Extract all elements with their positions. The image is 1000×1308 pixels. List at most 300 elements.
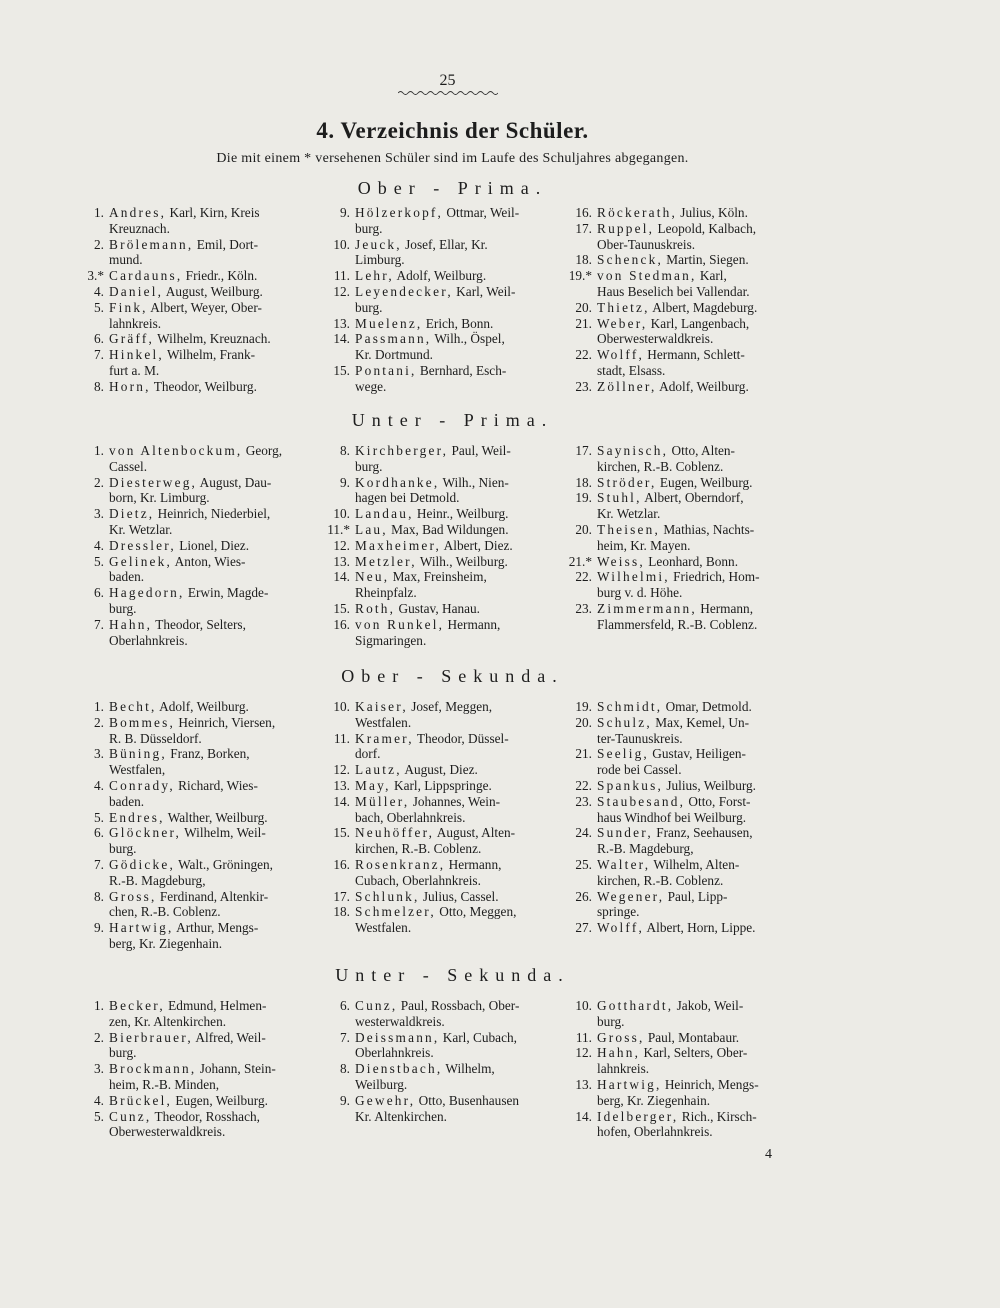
student-surname: Bierbrauer, xyxy=(109,1029,193,1045)
student-number: 19. xyxy=(575,699,592,714)
student-number: 13. xyxy=(333,553,350,569)
student-entry xyxy=(323,1061,558,1093)
student-info: Emil, Dort- xyxy=(193,236,259,252)
student-info-continued: mund. xyxy=(109,252,143,268)
student-details xyxy=(355,538,558,554)
student-number: 23. xyxy=(575,378,592,394)
student-details xyxy=(109,268,312,284)
student-surname: Thietz, xyxy=(597,299,650,315)
student-number: 9. xyxy=(340,474,350,490)
student-entry xyxy=(565,746,800,778)
student-details xyxy=(109,538,312,554)
student-number: 5. xyxy=(94,553,104,569)
student-info-continued: Oberlahnkreis. xyxy=(109,632,188,648)
student-surname: Zöllner, xyxy=(597,378,657,394)
student-details xyxy=(109,205,312,237)
student-entry xyxy=(77,506,312,538)
student-number: 17. xyxy=(575,220,592,236)
student-surname: Brückel, xyxy=(109,1092,173,1108)
student-info: Martin, Siegen. xyxy=(662,252,749,268)
student-info-continued: ter-Taunuskreis. xyxy=(597,730,683,746)
student-entry xyxy=(77,205,312,237)
student-info: Theodor, Weilburg. xyxy=(150,378,257,394)
student-info-continued: burg. xyxy=(109,1045,137,1061)
student-surname: Gross, xyxy=(109,888,157,904)
student-info: Wilhelm, Frank- xyxy=(163,347,256,363)
student-details xyxy=(109,300,312,332)
student-number: 6. xyxy=(340,998,350,1013)
student-number: 8. xyxy=(340,1061,350,1077)
student-info: Alfred, Weil- xyxy=(192,1029,266,1045)
student-entry xyxy=(323,522,558,538)
student-entry xyxy=(77,443,312,475)
student-info-continued: lahnkreis. xyxy=(597,1061,650,1077)
student-details xyxy=(109,331,312,347)
student-number: 22. xyxy=(575,347,592,363)
student-entry xyxy=(77,810,312,826)
student-surname: Staubesand, xyxy=(597,793,686,809)
student-details xyxy=(355,794,558,826)
student-details xyxy=(597,569,800,601)
student-info: Albert, Weyer, Ober- xyxy=(147,299,262,315)
student-info: Gustav, Hanau. xyxy=(395,600,480,616)
student-details xyxy=(109,889,312,921)
student-info-continued: Cubach, Oberlahnkreis. xyxy=(355,872,481,888)
student-details xyxy=(109,347,312,379)
student-entry xyxy=(565,601,800,633)
student-info-continued: bach, Oberlahnkreis. xyxy=(355,809,466,825)
student-details xyxy=(355,331,558,363)
student-entry xyxy=(77,585,312,617)
student-surname: Wolff, xyxy=(597,347,644,363)
student-entry xyxy=(565,522,800,554)
student-surname: Sunder, xyxy=(597,825,653,841)
student-entry xyxy=(323,205,558,237)
student-surname: Schulz, xyxy=(597,714,652,730)
student-info: Heinrich, Mengs- xyxy=(661,1076,759,1092)
student-entry xyxy=(323,794,558,826)
student-surname: Zimmermann, xyxy=(597,600,697,616)
student-info-continued: Kr. Altenkirchen. xyxy=(355,1108,447,1124)
student-info: Otto, Meggen, xyxy=(435,904,517,920)
student-info-continued: Oberlahnkreis. xyxy=(355,1045,434,1061)
student-info-continued: heim, Kr. Mayen. xyxy=(597,537,691,553)
student-info: Hermann, xyxy=(444,616,501,632)
student-details xyxy=(355,475,558,507)
student-info: Adolf, Weilburg. xyxy=(656,378,749,394)
student-surname: Kordhanke, xyxy=(355,474,440,490)
student-column xyxy=(77,699,312,952)
student-details xyxy=(355,1061,558,1093)
student-number: 4. xyxy=(94,1092,104,1108)
student-details xyxy=(109,554,312,586)
student-entry xyxy=(323,331,558,363)
student-info: Karl, Selters, Ober- xyxy=(640,1045,748,1061)
student-number: 13. xyxy=(333,777,350,793)
student-entry xyxy=(565,1045,800,1077)
student-entry xyxy=(77,554,312,586)
student-entry xyxy=(323,538,558,554)
student-column xyxy=(565,699,800,936)
student-info: Heinrich, Niederbiel, xyxy=(154,506,271,522)
student-info: Friedrich, Hom- xyxy=(669,569,760,585)
student-info-continued: furt a. M. xyxy=(109,362,160,378)
student-entry xyxy=(323,363,558,395)
student-number: 2. xyxy=(94,714,104,730)
student-details xyxy=(109,810,312,826)
student-info: Karl, xyxy=(696,268,727,284)
student-info: Edmund, Helmen- xyxy=(164,998,267,1013)
student-number: 13. xyxy=(333,315,350,331)
student-info: Hermann, xyxy=(445,856,502,872)
student-surname: Pontani, xyxy=(355,362,417,378)
student-info: Theodor, Selters, xyxy=(152,616,246,632)
student-column xyxy=(565,205,800,395)
student-details xyxy=(355,205,558,237)
student-info-continued: Kr. Wetzlar. xyxy=(109,521,173,537)
student-info: Eugen, Weilburg. xyxy=(172,1092,268,1108)
student-surname: Cardauns, xyxy=(109,268,183,284)
student-entry xyxy=(323,1030,558,1062)
student-info: Paul, Rossbach, Ober- xyxy=(397,998,520,1013)
student-info: Max, Bad Wildungen. xyxy=(387,521,509,537)
student-details xyxy=(597,998,800,1030)
student-info-continued: Ober-Taunuskreis. xyxy=(597,236,696,252)
student-surname: Landau, xyxy=(355,506,414,522)
student-info: Leonhard, Bonn. xyxy=(644,553,739,569)
student-info-continued: R.-B. Magdeburg, xyxy=(597,841,694,857)
student-details xyxy=(597,889,800,921)
student-entry xyxy=(323,1093,558,1125)
student-info: Josef, Ellar, Kr. xyxy=(401,236,488,252)
student-details xyxy=(355,363,558,395)
student-details xyxy=(355,889,558,905)
student-info-continued: baden. xyxy=(109,793,145,809)
student-number: 1. xyxy=(94,699,104,714)
student-number: 4. xyxy=(94,777,104,793)
student-details xyxy=(355,731,558,763)
student-info: Josef, Meggen, xyxy=(407,699,493,714)
student-info-continued: burg. xyxy=(109,600,137,616)
student-number: 21. xyxy=(575,746,592,762)
student-details xyxy=(597,316,800,348)
student-info: Leopold, Kalbach, xyxy=(654,220,757,236)
student-entry xyxy=(323,475,558,507)
student-surname: Becker, xyxy=(109,998,165,1013)
student-number: 2. xyxy=(94,1029,104,1045)
student-surname: von Runkel, xyxy=(355,616,445,632)
student-surname: Theisen, xyxy=(597,521,661,537)
student-number: 3.* xyxy=(87,268,104,284)
student-number: 14. xyxy=(333,331,350,347)
student-entry xyxy=(323,443,558,475)
student-info-continued: chen, R.-B. Coblenz. xyxy=(109,904,221,920)
student-info: Omar, Detmold. xyxy=(662,699,752,714)
student-info: Wilhelm, Alten- xyxy=(650,856,740,872)
student-info-continued: Oberwesterwaldkreis. xyxy=(597,331,714,347)
student-entry xyxy=(323,998,558,1030)
student-info-continued: Westfalen, xyxy=(109,762,166,778)
student-details xyxy=(355,316,558,332)
student-surname: Lehr, xyxy=(355,268,394,284)
student-details xyxy=(597,857,800,889)
student-info-continued: wege. xyxy=(355,378,387,394)
student-info-continued: Limburg. xyxy=(355,252,405,268)
student-entry xyxy=(565,699,800,715)
student-surname: Lautz, xyxy=(355,762,402,778)
student-details xyxy=(109,475,312,507)
student-surname: Roth, xyxy=(355,600,396,616)
student-number: 20. xyxy=(575,714,592,730)
student-info: Ferdinand, Altenkir- xyxy=(156,888,269,904)
student-info-continued: westerwaldkreis. xyxy=(355,1013,445,1029)
student-info-continued: kirchen, R.-B. Coblenz. xyxy=(597,458,724,474)
student-surname: Schmidt, xyxy=(597,699,663,714)
student-info-continued: Kr. Wetzlar. xyxy=(597,506,661,522)
student-entry xyxy=(323,268,558,284)
student-surname: Neuhöffer, xyxy=(355,825,435,841)
student-entry xyxy=(77,1061,312,1093)
student-number: 20. xyxy=(575,299,592,315)
student-surname: Dienstbach, xyxy=(355,1061,443,1077)
student-surname: Hartwig, xyxy=(597,1076,662,1092)
student-surname: Fink, xyxy=(109,299,148,315)
student-details xyxy=(597,746,800,778)
student-info: Rich., Kirsch- xyxy=(678,1108,757,1124)
student-entry xyxy=(565,316,800,348)
student-surname: Kaiser, xyxy=(355,699,408,714)
student-surname: Schmelzer, xyxy=(355,904,436,920)
student-surname: Glöckner, xyxy=(109,825,182,841)
section-heading: Unter - Sekunda. xyxy=(335,965,570,985)
student-details xyxy=(597,300,800,316)
student-column xyxy=(323,205,558,395)
student-details xyxy=(109,585,312,617)
student-info: Arthur, Mengs- xyxy=(173,920,259,936)
student-entry xyxy=(77,746,312,778)
student-details xyxy=(355,522,558,538)
student-number: 15. xyxy=(333,362,350,378)
student-surname: Schlunk, xyxy=(355,888,420,904)
student-surname: Jeuck, xyxy=(355,236,402,252)
student-surname: von Stedman, xyxy=(597,268,697,284)
student-number: 4. xyxy=(94,537,104,553)
student-info-continued: Weilburg. xyxy=(355,1076,408,1092)
student-surname: Lau, xyxy=(355,521,388,537)
student-number: 12. xyxy=(575,1045,592,1061)
student-entry xyxy=(323,857,558,889)
student-info-continued: kirchen, R.-B. Coblenz. xyxy=(597,872,724,888)
student-details xyxy=(597,1030,800,1046)
student-surname: Kramer, xyxy=(355,730,414,746)
student-surname: Hahn, xyxy=(597,1045,641,1061)
student-entry xyxy=(323,778,558,794)
student-surname: Dressler, xyxy=(109,537,176,553)
student-details xyxy=(597,554,800,570)
student-info: Albert, Horn, Lippe. xyxy=(643,920,756,936)
student-number: 5. xyxy=(94,299,104,315)
student-details xyxy=(355,268,558,284)
student-number: 2. xyxy=(94,474,104,490)
student-surname: Weiss, xyxy=(597,553,645,569)
student-surname: Metzler, xyxy=(355,553,417,569)
student-info-continued: Kreuznach. xyxy=(109,220,170,236)
student-info-continued: burg. xyxy=(109,841,137,857)
student-surname: Walter, xyxy=(597,856,651,872)
student-surname: Stuhl, xyxy=(597,490,642,506)
student-details xyxy=(597,601,800,633)
student-details xyxy=(355,237,558,269)
student-surname: Muelenz, xyxy=(355,315,423,331)
student-number: 7. xyxy=(94,347,104,363)
student-surname: Röckerath, xyxy=(597,205,677,220)
student-details xyxy=(109,1030,312,1062)
student-info-continued: berg, Kr. Ziegenhain. xyxy=(109,935,223,951)
student-number: 22. xyxy=(575,777,592,793)
student-number: 4. xyxy=(94,283,104,299)
student-info: August, Weilburg. xyxy=(163,283,263,299)
student-number: 3. xyxy=(94,506,104,522)
student-column xyxy=(323,699,558,936)
student-entry xyxy=(77,1109,312,1141)
student-entry xyxy=(565,920,800,936)
student-surname: Hagedorn, xyxy=(109,585,185,601)
student-entry xyxy=(565,1030,800,1046)
student-details xyxy=(109,857,312,889)
student-details xyxy=(597,699,800,715)
student-info-continued: Flammersfeld, R.-B. Coblenz. xyxy=(597,616,758,632)
student-info-continued: hofen, Oberlahnkreis. xyxy=(597,1124,713,1140)
student-surname: Wolff, xyxy=(597,920,644,936)
student-entry xyxy=(323,316,558,332)
student-details xyxy=(109,379,312,395)
student-number: 1. xyxy=(94,205,104,220)
student-details xyxy=(355,601,558,617)
student-info: Hermann, xyxy=(696,600,754,616)
student-info: Gustav, Heiligen- xyxy=(648,746,746,762)
student-number: 1. xyxy=(94,998,104,1013)
student-info-continued: baden. xyxy=(109,569,145,585)
student-info: Albert, Diez. xyxy=(441,537,513,553)
student-entry xyxy=(323,617,558,649)
section-heading: Ober - Sekunda. xyxy=(341,666,564,686)
section-heading: Ober - Prima. xyxy=(357,178,548,198)
student-entry xyxy=(565,889,800,921)
student-info: Hermann, Schlett- xyxy=(643,347,745,363)
student-info-continued: rode bei Cassel. xyxy=(597,762,682,778)
student-entry xyxy=(77,617,312,649)
student-info-continued: burg v. d. Höhe. xyxy=(597,585,683,601)
student-details xyxy=(355,1093,558,1125)
student-info: Erich, Bonn. xyxy=(422,315,494,331)
student-surname: Hartwig, xyxy=(109,920,174,936)
student-entry xyxy=(77,237,312,269)
student-info-continued: hagen bei Detmold. xyxy=(355,490,460,506)
student-entry xyxy=(323,825,558,857)
student-info: Theodor, Rosshach, xyxy=(151,1108,260,1124)
student-number: 11. xyxy=(333,268,350,284)
student-details xyxy=(597,379,800,395)
student-details xyxy=(597,443,800,475)
student-number: 16. xyxy=(575,205,592,220)
student-details xyxy=(597,221,800,253)
student-entry xyxy=(77,778,312,810)
student-entry xyxy=(323,554,558,570)
student-info-continued: R.-B. Magdeburg, xyxy=(109,872,206,888)
student-number: 21. xyxy=(575,315,592,331)
student-entry xyxy=(565,205,800,221)
student-surname: Brölemann, xyxy=(109,236,194,252)
student-details xyxy=(597,794,800,826)
student-entry xyxy=(77,331,312,347)
student-entry xyxy=(77,475,312,507)
student-entry xyxy=(77,1093,312,1109)
student-info-continued: Rheinpfalz. xyxy=(355,585,417,601)
student-number: 11.* xyxy=(327,521,350,537)
student-entry xyxy=(565,1077,800,1109)
student-info-continued: Kr. Dortmund. xyxy=(355,347,433,363)
student-column xyxy=(323,443,558,648)
student-number: 27. xyxy=(575,920,592,936)
student-details xyxy=(355,699,558,731)
student-entry xyxy=(77,920,312,952)
student-info: Ottmar, Weil- xyxy=(443,205,520,220)
student-entry xyxy=(77,538,312,554)
signature-mark: 4 xyxy=(765,1147,772,1162)
student-surname: Gödicke, xyxy=(109,856,175,872)
student-column xyxy=(77,998,312,1140)
student-details xyxy=(597,268,800,300)
student-details xyxy=(355,857,558,889)
student-info-continued: heim, R.-B. Minden, xyxy=(109,1076,220,1092)
student-entry xyxy=(565,825,800,857)
student-number: 12. xyxy=(333,283,350,299)
student-surname: Gross, xyxy=(597,1029,645,1045)
student-info: Paul, Weil- xyxy=(448,443,511,458)
student-details xyxy=(109,1093,312,1109)
student-info-continued: burg. xyxy=(597,1013,625,1029)
student-number: 6. xyxy=(94,585,104,601)
student-entry xyxy=(565,475,800,491)
student-info-continued: Westfalen. xyxy=(355,920,412,936)
student-info-continued: burg. xyxy=(355,220,383,236)
student-surname: von Altenbockum, xyxy=(109,443,243,458)
student-details xyxy=(597,490,800,522)
student-info: Wilh., Weilburg. xyxy=(416,553,508,569)
student-surname: Müller, xyxy=(355,793,410,809)
student-info-continued: burg. xyxy=(355,458,383,474)
student-info-continued: R. B. Düsseldorf. xyxy=(109,730,202,746)
student-surname: Seelig, xyxy=(597,746,649,762)
student-surname: Schenck, xyxy=(597,252,663,268)
student-surname: Gewehr, xyxy=(355,1092,416,1108)
student-number: 14. xyxy=(333,793,350,809)
student-details xyxy=(597,347,800,379)
student-entry xyxy=(323,284,558,316)
student-info-continued: Sigmaringen. xyxy=(355,632,427,648)
student-details xyxy=(597,715,800,747)
student-entry xyxy=(323,889,558,905)
student-number: 9. xyxy=(340,1092,350,1108)
student-details xyxy=(355,617,558,649)
student-surname: Ströder, xyxy=(597,474,657,490)
student-info: August, Dau- xyxy=(197,474,272,490)
student-number: 17. xyxy=(575,443,592,458)
section-heading: Unter - Prima. xyxy=(351,410,554,430)
student-number: 11. xyxy=(333,730,350,746)
student-surname: Passmann, xyxy=(355,331,432,347)
student-entry xyxy=(77,889,312,921)
